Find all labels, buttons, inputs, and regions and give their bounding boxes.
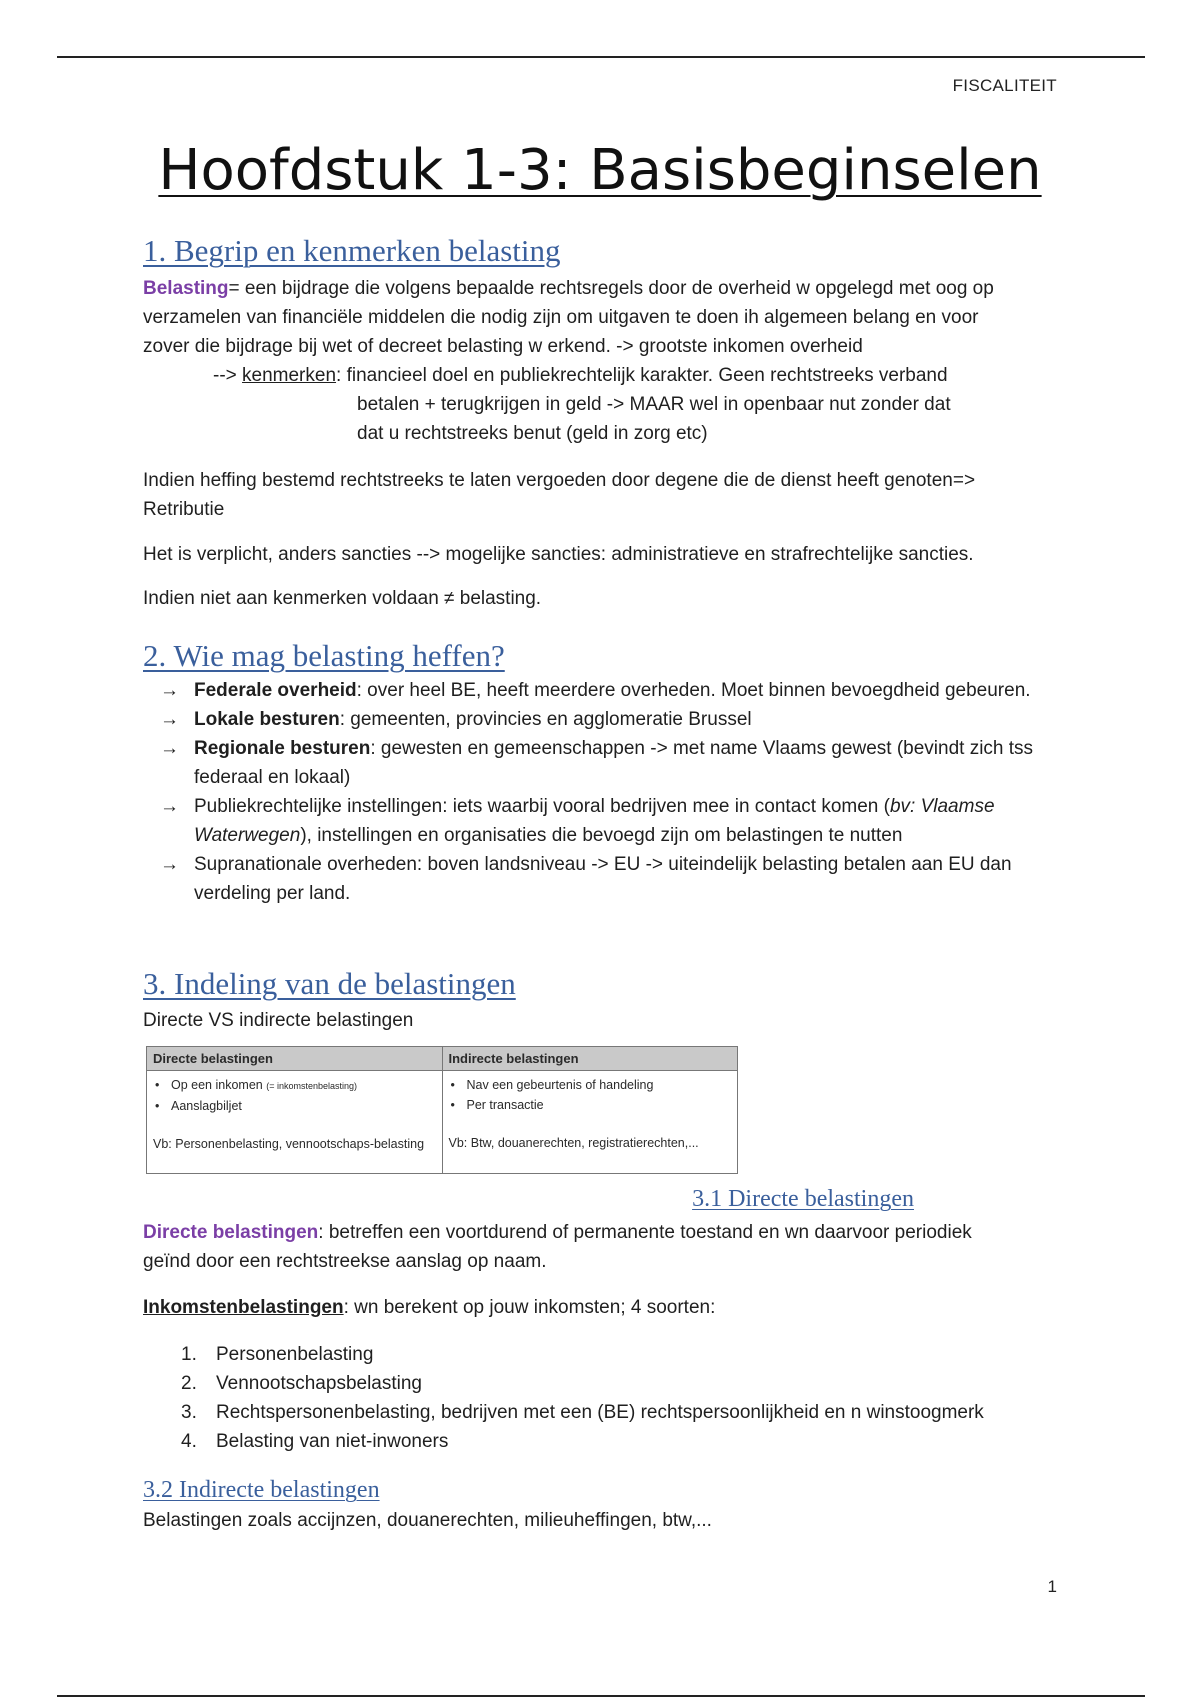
table-bullet [449, 1075, 732, 1095]
section-3-heading: 3. Indeling van de belastingen [143, 966, 516, 1001]
table-cell-indirect [442, 1071, 738, 1174]
item-number: 2. [181, 1373, 197, 1394]
indirect-example: Vb: Btw, douanerechten, registratierechten,... [448, 1136, 699, 1150]
item-text: Vennootschapsbelasting [216, 1373, 422, 1394]
table-bullet [449, 1095, 732, 1115]
kenmerken-line-1 [213, 361, 948, 390]
arrow-icon: → [160, 854, 179, 875]
list-item [181, 1340, 984, 1369]
indirect-item-1: Nav een gebeurtenis of handeling [466, 1078, 654, 1092]
direct-example: Vb: Personenbelasting, vennootschaps-belasting [153, 1137, 425, 1151]
item-bold: Regionale besturen [194, 738, 371, 759]
kenmerken-label: kenmerken [242, 365, 337, 386]
header-label: FISCALITEIT [952, 76, 1057, 95]
section-2-heading: 2. Wie mag belasting heffen? [143, 638, 505, 673]
list-item [160, 705, 1060, 734]
item-text: : gemeenten, provincies en agglomeratie Brussel [339, 709, 752, 730]
belasting-term: Belasting [143, 278, 229, 299]
retributie-line-1: Indien heffing bestemd rechtstreeks te laten vergoeden door degene die de dienst heeft genoten=> [143, 470, 976, 491]
list-item [181, 1427, 984, 1456]
definition-line-2: verzamelen van financiële middelen die nodig zijn om uitgaven te doen ih algemeen belang en voor [143, 307, 979, 328]
belastingen-table [146, 1046, 738, 1174]
verplicht-paragraph: Het is verplicht, anders sancties --> mogelijke sancties: administratieve en strafrechtelijke sancties. [143, 544, 974, 565]
table-bullet [153, 1096, 436, 1116]
inkomstenbelastingen-term: Inkomstenbelastingen [143, 1297, 344, 1318]
item-number: 3. [181, 1402, 197, 1423]
definition-line-3: zover die bijdrage bij wet of decreet belasting w erkend. -> grootste inkomen overheid [143, 336, 863, 357]
kenmerken-text-1: : financieel doel en publiekrechtelijk karakter. Geen rechtstreeks verband [336, 365, 948, 386]
page-title: Hoofdstuk 1-3: Basisbeginselen [158, 138, 1042, 203]
item-text: Rechtspersonenbelasting, bedrijven met een (BE) rechtspersoonlijkheid en n winstoogmerk [216, 1402, 984, 1423]
kenmerken-arrow: --> [213, 365, 243, 386]
soorten-list [181, 1340, 984, 1456]
item-text: Supranationale overheden: boven landsniveau -> EU -> uiteindelijk belasting betalen aan EU dan verdeling per land. [194, 854, 1012, 904]
table-bullet [153, 1075, 436, 1096]
table-row [147, 1071, 738, 1174]
direct-item-2: Aanslagbiljet [171, 1099, 242, 1113]
table-header-direct: Directe belastingen [147, 1047, 443, 1071]
top-rule [57, 56, 1145, 58]
direct-def-line-2: geïnd door een rechtstreekse aanslag op naam. [143, 1251, 547, 1272]
list-item [160, 792, 1060, 850]
definition-line-1: = een bijdrage die volgens bepaalde rechtsregels door de overheid w opgelegd met oog op [228, 278, 994, 299]
section-1-heading: 1. Begrip en kenmerken belasting [143, 233, 561, 268]
direct-def-line-1: : betreffen een voortdurend of permanente toestand en wn daarvoor periodiek [318, 1222, 972, 1243]
arrow-icon: → [160, 709, 179, 730]
belasting-definition [143, 274, 1057, 361]
direct-item-1: Op een inkomen [171, 1078, 263, 1092]
item-text: Personenbelasting [216, 1344, 374, 1365]
kenmerken-line-3: dat u rechtstreeks benut (geld in zorg etc) [357, 423, 708, 444]
indirect-item-2: Per transactie [466, 1098, 544, 1112]
item-italic: bv: Vlaamse Waterwegen [194, 796, 995, 846]
page-number: 1 [1047, 1577, 1057, 1596]
item-number: 4. [181, 1431, 197, 1452]
subsection-3-1-heading: 3.1 Directe belastingen [692, 1186, 914, 1212]
direct-item-1-note: (= inkomstenbelasting) [266, 1081, 358, 1091]
item-text: Belasting van niet-inwoners [216, 1431, 449, 1452]
directe-belastingen-paragraph [143, 1218, 1057, 1276]
subsection-3-2-heading: 3.2 Indirecte belastingen [143, 1477, 380, 1503]
inkomsten-text: : wn berekent op jouw inkomsten; 4 soorten: [343, 1297, 716, 1318]
item-number: 1. [181, 1344, 197, 1365]
table-cell-direct [147, 1071, 443, 1174]
section-3-intro: Directe VS indirecte belastingen [143, 1010, 414, 1031]
arrow-icon: → [160, 796, 179, 817]
indirecte-belastingen-paragraph: Belastingen zoals accijnzen, douanerechten, milieuheffingen, btw,... [143, 1510, 712, 1531]
list-item [181, 1398, 984, 1427]
niet-voldaan-paragraph: Indien niet aan kenmerken voldaan ≠ belasting. [143, 588, 542, 609]
table-header-indirect: Indirecte belastingen [442, 1047, 738, 1071]
list-item [181, 1369, 984, 1398]
item-text-after: ), instellingen en organisaties die bevoegd zijn om belastingen te nutten [300, 825, 903, 846]
retributie-paragraph [143, 466, 1057, 524]
list-item [160, 734, 1060, 792]
bevoegde-overheden-list [160, 676, 1060, 908]
inkomstenbelastingen-paragraph [143, 1293, 1057, 1322]
list-item [160, 850, 1060, 908]
list-item [160, 676, 1060, 705]
item-text: : gewesten en gemeenschappen -> met name Vlaams gewest (bevindt zich tss federaal en lokaal) [194, 738, 1034, 788]
item-bold: Lokale besturen [194, 709, 340, 730]
arrow-icon: → [160, 738, 179, 759]
item-text: : over heel BE, heeft meerdere overheden. Moet binnen bevoegdheid gebeuren. [356, 680, 1031, 701]
item-bold: Federale overheid [194, 680, 357, 701]
retributie-line-2: Retributie [143, 499, 225, 520]
item-text-before: Publiekrechtelijke instellingen: iets waarbij vooral bedrijven mee in contact komen ( [194, 796, 890, 817]
kenmerken-line-2: betalen + terugkrijgen in geld -> MAAR wel in openbaar nut zonder dat [357, 394, 951, 415]
bottom-rule [57, 1695, 1145, 1697]
directe-belastingen-term: Directe belastingen [143, 1222, 319, 1243]
arrow-icon: → [160, 680, 179, 701]
